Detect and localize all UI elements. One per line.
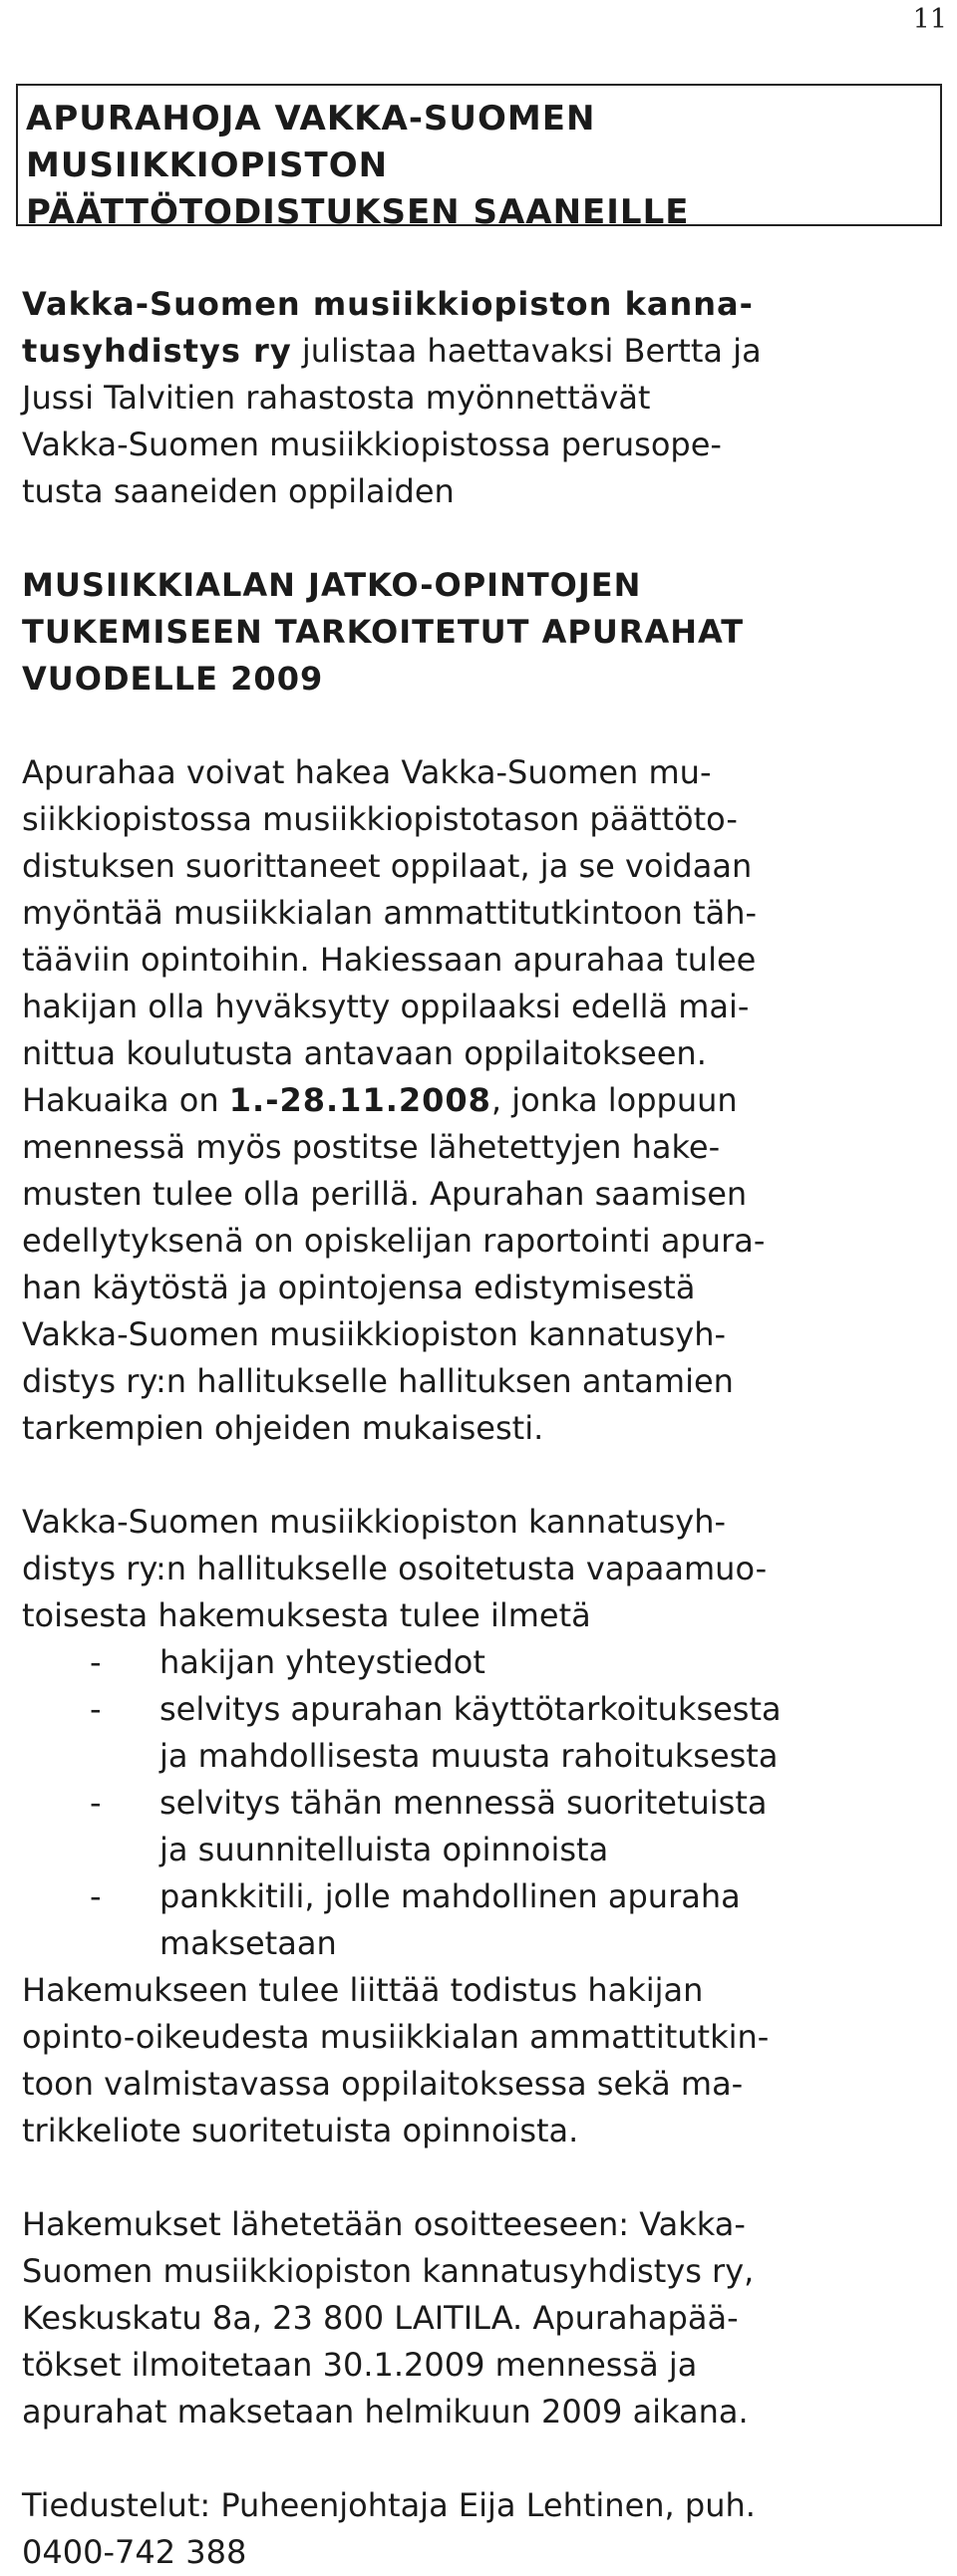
- paragraph-line: tarkempien ohjeiden mukaisesti.: [22, 1409, 544, 1447]
- paragraph-line: Hakemukseen tulee liittää todistus hakijan: [22, 1971, 704, 2009]
- intro-line: [22, 328, 939, 375]
- grant-heading: TUKEMISEEN TARKOITETUT APURAHAT: [22, 613, 745, 651]
- title-box: [16, 84, 942, 232]
- paragraph-line: han käytöstä ja opintojensa edistymisestä: [22, 1269, 696, 1306]
- intro-line: tusta saaneiden oppilaiden: [22, 472, 455, 510]
- address-line: Suomen musiikkiopiston kannatusyhdistys ry,: [22, 2252, 755, 2290]
- list-item-text: maksetaan: [160, 1924, 337, 1962]
- list-item-text: pankkitili, jolle mahdollinen apuraha: [160, 1877, 741, 1915]
- deadline-prefix: Hakuaika on: [22, 1081, 229, 1119]
- dash-bullet: -: [90, 1877, 102, 1915]
- dash-bullet: -: [90, 1784, 102, 1822]
- intro-text: julistaa haettavaksi Bertta ja: [291, 332, 762, 370]
- organization-name: tusyhdistys ry: [22, 332, 292, 370]
- paragraph-line: myöntää musiikkialan ammattitutkintoon täh-: [22, 894, 758, 932]
- grant-heading: VUODELLE 2009: [22, 660, 324, 698]
- paragraph-line: hakijan olla hyväksytty oppilaaksi edellä mai-: [22, 988, 750, 1025]
- list-item-text: selvitys tähän mennessä suoritetuista: [160, 1784, 768, 1822]
- address-line: Keskuskatu 8a, 23 800 LAITILA. Apurahapää-: [22, 2299, 739, 2337]
- address-line: apurahat maksetaan helmikuun 2009 aikana.: [22, 2393, 749, 2431]
- list-item: [22, 1686, 939, 1733]
- deadline-line: [22, 1077, 939, 1124]
- list-item-continuation: [22, 1733, 939, 1780]
- document-body: [22, 281, 939, 2576]
- list-item-continuation: [22, 1827, 939, 1873]
- list-item: [22, 1780, 939, 1827]
- list-item-continuation: [22, 1920, 939, 1967]
- paragraph-line: distys ry:n hallitukselle hallituksen antamien: [22, 1362, 734, 1400]
- intro-line: Jussi Talvitien rahastosta myönnettävät: [22, 379, 651, 417]
- dash-bullet: -: [90, 1643, 102, 1681]
- contact-phone: 0400-742 388: [22, 2533, 247, 2571]
- grant-heading: MUSIIKKIALAN JATKO-OPINTOJEN: [22, 566, 642, 604]
- contact-line: Tiedustelut: Puheenjohtaja Eija Lehtinen, puh.: [22, 2486, 756, 2524]
- list-item-text: hakijan yhteystiedot: [160, 1643, 485, 1681]
- paragraph-line: distuksen suorittaneet oppilaat, ja se voidaan: [22, 847, 753, 885]
- paragraph-line: toisesta hakemuksesta tulee ilmetä: [22, 1596, 591, 1634]
- paragraph-line: Vakka-Suomen musiikkiopiston kannatusyh-: [22, 1315, 727, 1353]
- list-item-text: ja mahdollisesta muusta rahoituksesta: [160, 1737, 779, 1775]
- list-item-text: ja suunnitelluista opinnoista: [160, 1831, 609, 1868]
- paragraph-line: nittua koulutusta antavaan oppilaitokseen.: [22, 1034, 707, 1072]
- intro-line: Vakka-Suomen musiikkiopistossa perusope-: [22, 426, 722, 463]
- deadline-suffix: , jonka loppuun: [490, 1081, 738, 1119]
- title-line: PÄÄTTÖTODISTUKSEN SAANEILLE: [26, 192, 690, 232]
- paragraph-line: tääviin opintoihin. Hakiessaan apurahaa tulee: [22, 941, 757, 979]
- dash-bullet: -: [90, 1690, 102, 1728]
- paragraph-line: Apurahaa voivat hakea Vakka-Suomen mu-: [22, 753, 712, 791]
- paragraph-line: musten tulee olla perillä. Apurahan saamisen: [22, 1175, 748, 1213]
- paragraph-line: mennessä myös postitse lähetettyjen hake-: [22, 1128, 721, 1166]
- paragraph-line: distys ry:n hallitukselle osoitetusta vapaamuo-: [22, 1550, 768, 1587]
- list-item-text: selvitys apurahan käyttötarkoituksesta: [160, 1690, 782, 1728]
- page-number: 11: [912, 4, 947, 35]
- paragraph-line: Vakka-Suomen musiikkiopiston kannatusyh-: [22, 1503, 727, 1541]
- paragraph-line: siikkiopistossa musiikkiopistotason päättöto-: [22, 800, 738, 838]
- intro-line: Vakka-Suomen musiikkiopiston kanna-: [22, 285, 754, 323]
- address-line: tökset ilmoitetaan 30.1.2009 mennessä ja: [22, 2346, 698, 2384]
- title-line: APURAHOJA VAKKA-SUOMEN: [26, 99, 596, 139]
- deadline-dates: 1.-28.11.2008: [228, 1081, 491, 1119]
- paragraph-line: toon valmistavassa oppilaitoksessa sekä ma-: [22, 2065, 744, 2103]
- paragraph-line: opinto-oikeudesta musiikkialan ammattitutkin-: [22, 2018, 770, 2056]
- paragraph-line: trikkeliote suoritetuista opinnoista.: [22, 2112, 579, 2149]
- title-line: MUSIIKKIOPISTON: [26, 145, 389, 185]
- address-line: Hakemukset lähetetään osoitteeseen: Vakka-: [22, 2205, 746, 2243]
- paragraph-line: edellytyksenä on opiskelijan raportointi apura-: [22, 1222, 766, 1260]
- list-item: [22, 1639, 939, 1686]
- list-item: [22, 1873, 939, 1920]
